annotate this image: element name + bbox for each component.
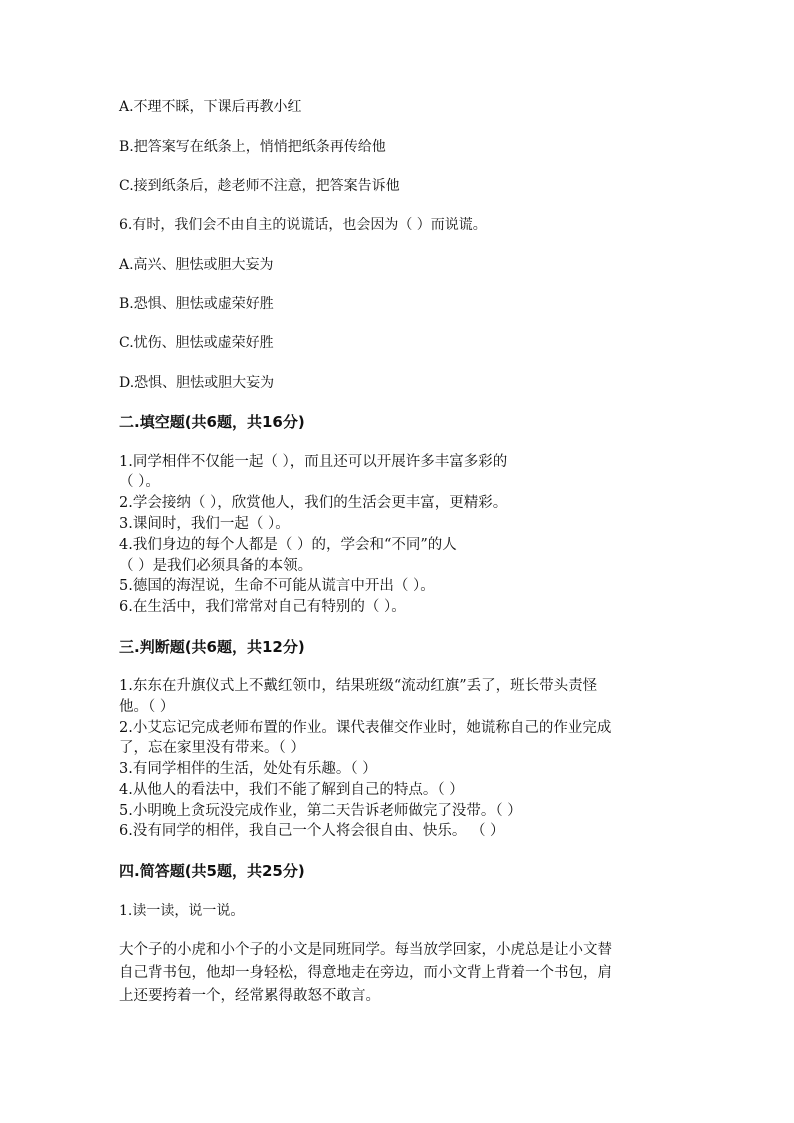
judge-line: 了，忘在家里没有带来。（ ）	[119, 740, 305, 756]
passage-line: 自己背书包，他却一身轻松，得意地走在旁边，而小文背上背着一个书包，肩	[119, 965, 612, 981]
fill-line: 3.课间时，我们一起（ ）。	[119, 516, 290, 532]
q1-prompt: 1.读一读，说一说。	[119, 903, 245, 919]
q6-option-d: D.恐惧、胆怯或胆大妄为	[119, 375, 275, 391]
section3-title: 三.判断题(共6题，共12分)	[119, 638, 305, 656]
q5-option-c: C.接到纸条后，趁老师不注意，把答案告诉他	[119, 178, 400, 194]
judge-line: 他。（ ）	[119, 699, 175, 715]
q5-option-b: B.把答案写在纸条上，悄悄把纸条再传给他	[119, 139, 386, 155]
fill-line: 2.学会接纳（ ），欣赏他人，我们的生活会更丰富，更精彩。	[119, 495, 508, 511]
section4-title: 四.简答题(共5题，共25分)	[119, 862, 305, 880]
fill-line: 4.我们身边的每个人都是（ ）的，学会和“不同”的人	[119, 537, 457, 553]
fill-line: （ ）是我们必须具备的本领。	[119, 558, 313, 574]
fill-line: （ ）。	[119, 474, 160, 490]
q6-option-c: C.忧伤、胆怯或虚荣好胜	[119, 335, 274, 351]
passage-line: 大个子的小虎和小个子的小文是同班同学。每当放学回家，小虎总是让小文替	[119, 942, 612, 958]
passage-line: 上还要挎着一个，经常累得敢怒不敢言。	[119, 988, 380, 1004]
q5-option-a: A.不理不睬，下课后再教小红	[119, 99, 302, 115]
section2-title: 二.填空题(共6题，共16分)	[119, 413, 305, 431]
fill-line: 6.在生活中，我们常常对自己有特别的（ ）。	[119, 599, 406, 615]
judge-line: 3.有同学相伴的生活，处处有乐趣。（ ）	[119, 761, 377, 777]
fill-line: 1.同学相伴不仅能一起（ ），而且还可以开展许多丰富多彩的	[119, 454, 508, 470]
fill-line: 5.德国的海涅说，生命不可能从谎言中开出（ ）。	[119, 578, 435, 594]
judge-line: 1.东东在升旗仪式上不戴红领巾，结果班级“流动红旗”丢了，班长带头责怪	[119, 678, 598, 694]
judge-line: 2.小艾忘记完成老师布置的作业。课代表催交作业时，她谎称自己的作业完成	[119, 720, 612, 736]
judge-line: 5.小明晚上贪玩没完成作业，第二天告诉老师做完了没带。（ ）	[119, 803, 522, 819]
q6-option-b: B.恐惧、胆怯或虚荣好胜	[119, 296, 274, 312]
q6-option-a: A.高兴、胆怯或胆大妄为	[119, 257, 274, 273]
judge-line: 6.没有同学的相伴，我自己一个人将会很自由、快乐。 （ ）	[119, 823, 505, 839]
q6-stem: 6.有时，我们会不由自主的说谎话，也会因为（ ）而说谎。	[119, 217, 487, 233]
judge-line: 4.从他人的看法中，我们不能了解到自己的特点。（ ）	[119, 782, 464, 798]
